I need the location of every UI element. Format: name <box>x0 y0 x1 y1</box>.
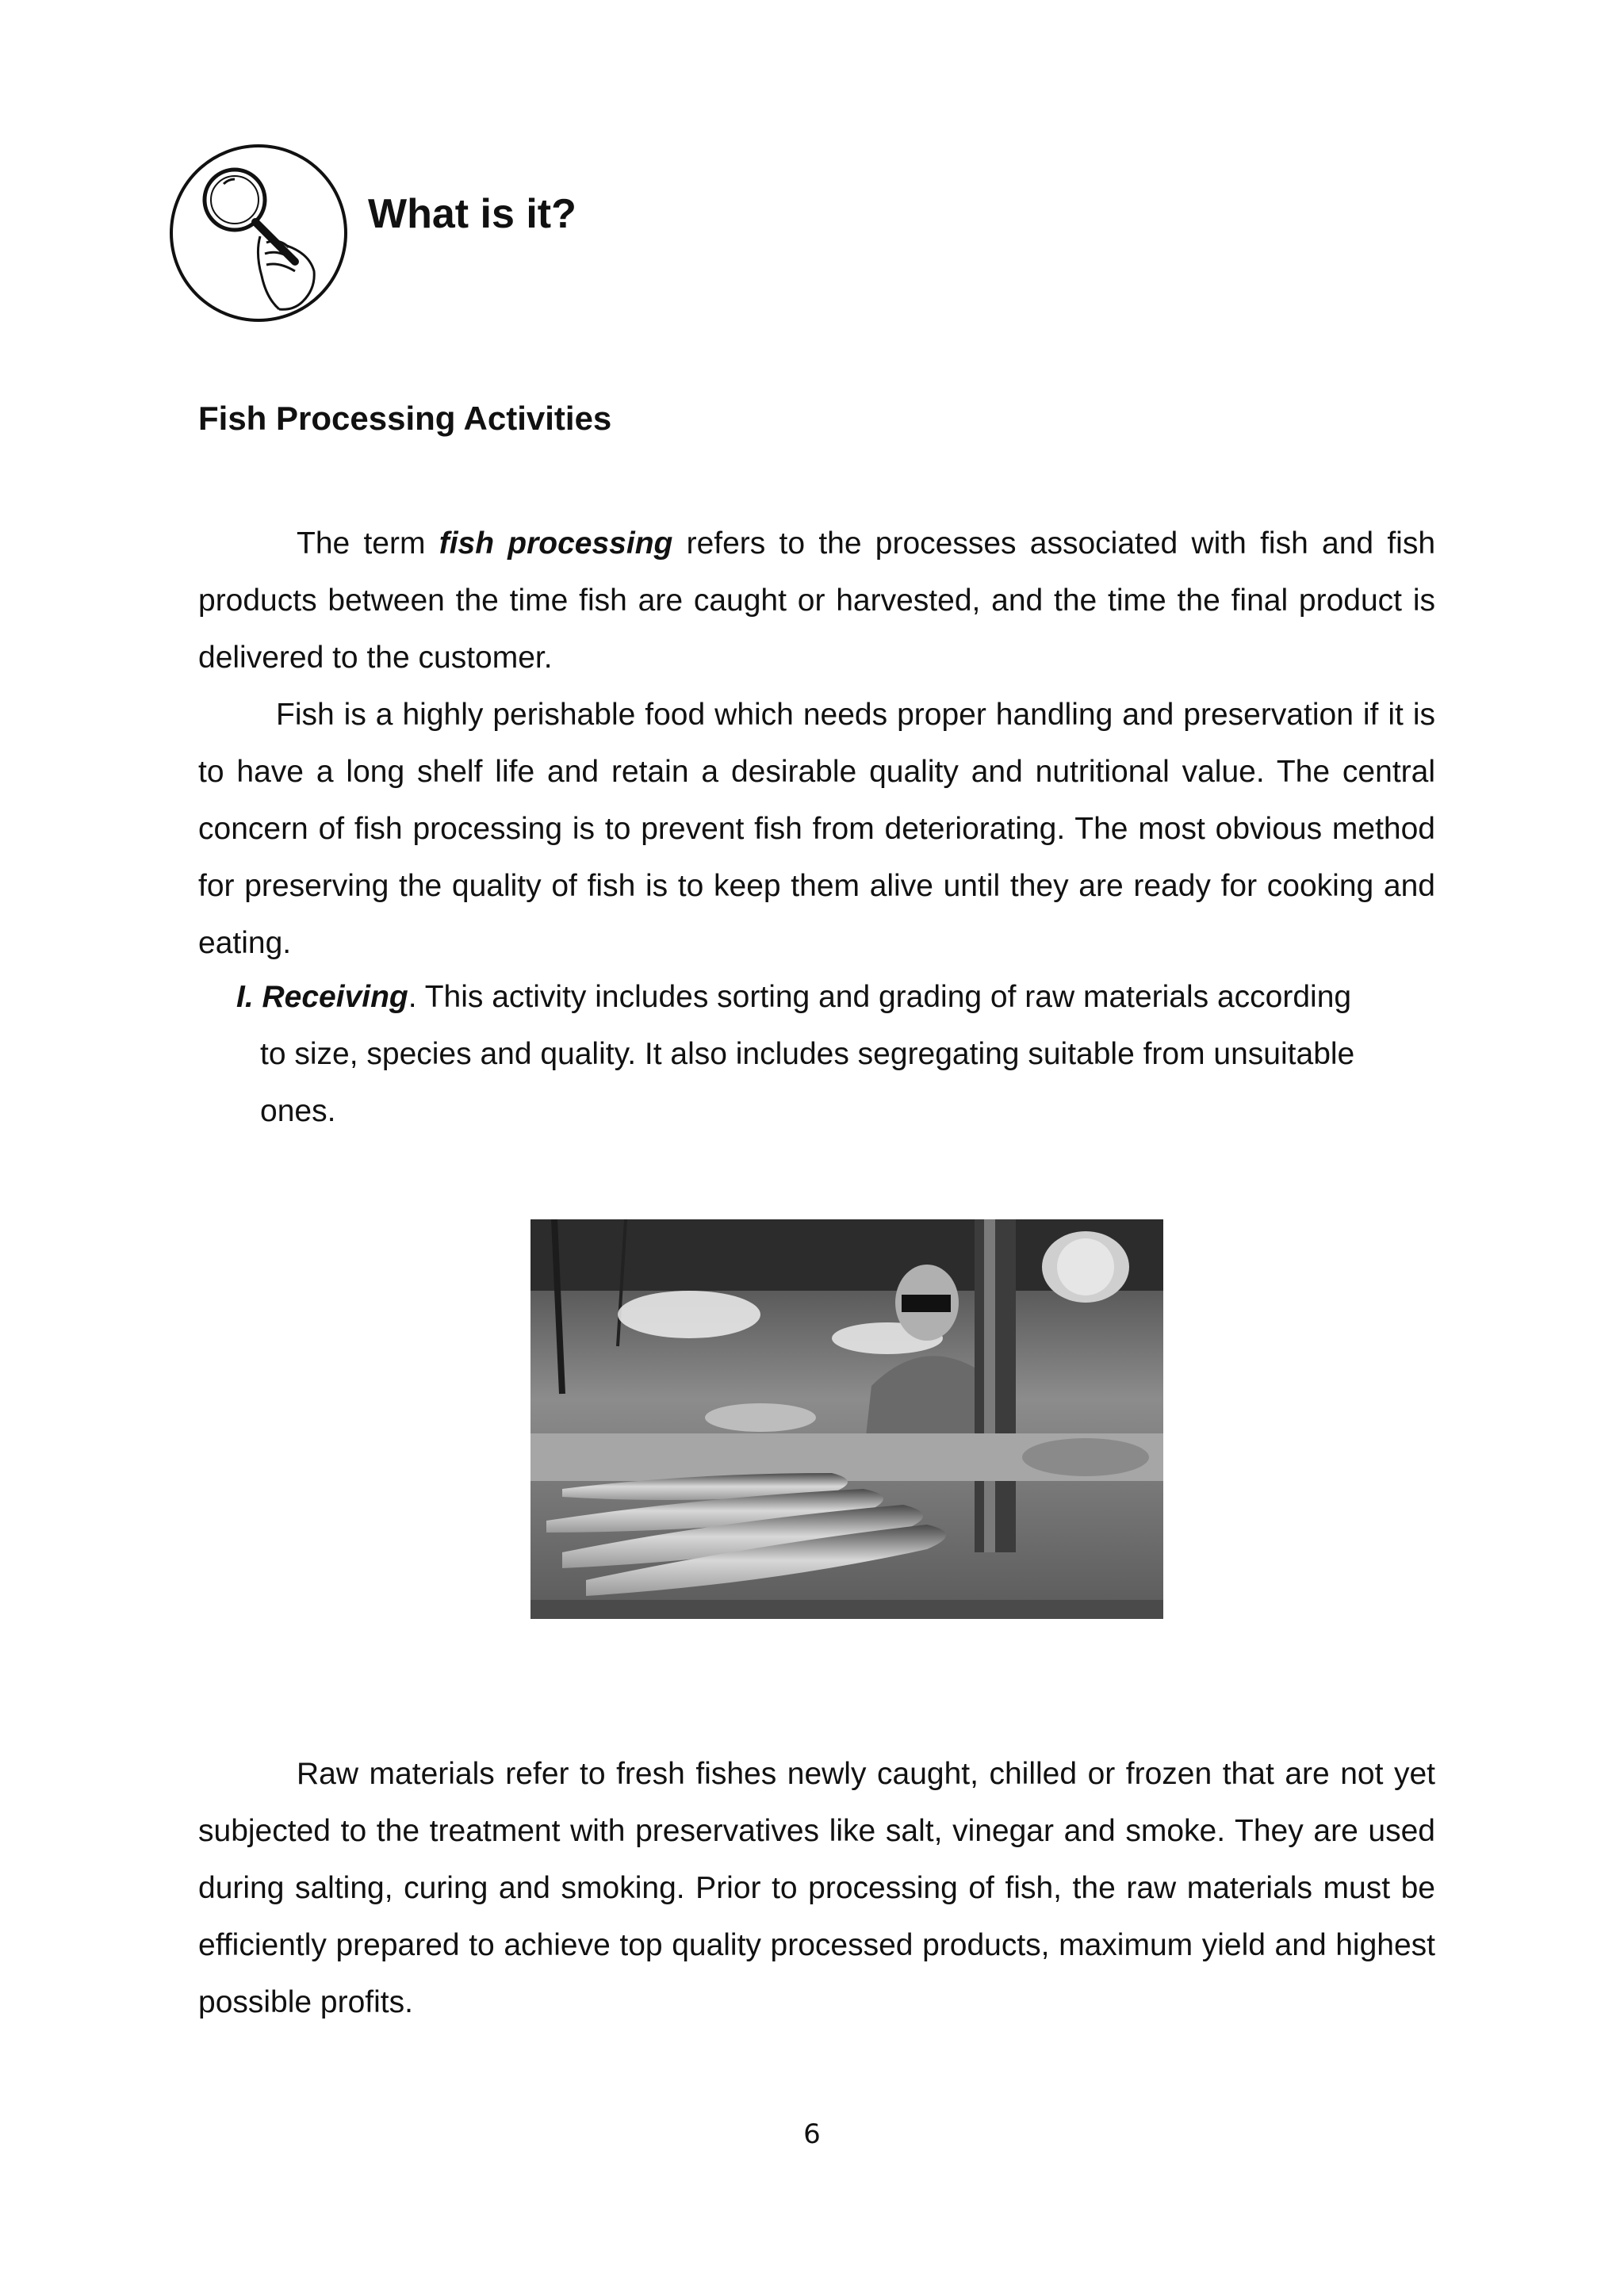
activity-heading: Fish Processing Activities <box>198 400 612 437</box>
magnifying-glass-hand-icon <box>168 143 349 323</box>
intro-paragraph <box>198 515 1435 687</box>
raw-materials-paragraph: Raw materials refer to fresh fishes newly caught, chilled or frozen that are not yet subjected to the treatment with preservatives like salt, vinegar and smoke. They are used during salting, curing and smoking. Prior to processing of fish, the raw materials must be efficiently prepared to achieve top quality processed products, maximum yield and highest possible profits. <box>198 1757 1435 2019</box>
receiving-label: I. Receiving <box>236 980 408 1014</box>
page-number: 6 <box>803 2118 821 2150</box>
perishable-paragraph: Fish is a highly perishable food which needs proper handling and preservation if it is to have a long shelf life and retain a desirable quality and nutritional value. The central concern of fish processing is to prevent fish from deteriorating. The most obvious method for preserving the quality of fish is to keep them alive until they are ready for cooking and eating. <box>198 698 1435 960</box>
intro-rest: refers to the processes associated with fish and fish products between the time fish are caught or harvested, and the time the final product is delivered to the customer. <box>198 526 1436 675</box>
fish-market-photo <box>530 1219 1163 1619</box>
fish-processing-term: fish processing <box>439 526 673 561</box>
receiving-item <box>236 969 1426 1140</box>
section-title: What is it? <box>368 191 576 237</box>
receiving-line-2: to size, species and quality. It also includes segregating suitable from unsuitable <box>260 1037 1355 1071</box>
receiving-text: . This activity includes sorting and grading of raw materials according <box>408 980 1352 1014</box>
receiving-line-3: ones. <box>260 1094 336 1128</box>
intro-lead: The term <box>297 526 439 561</box>
